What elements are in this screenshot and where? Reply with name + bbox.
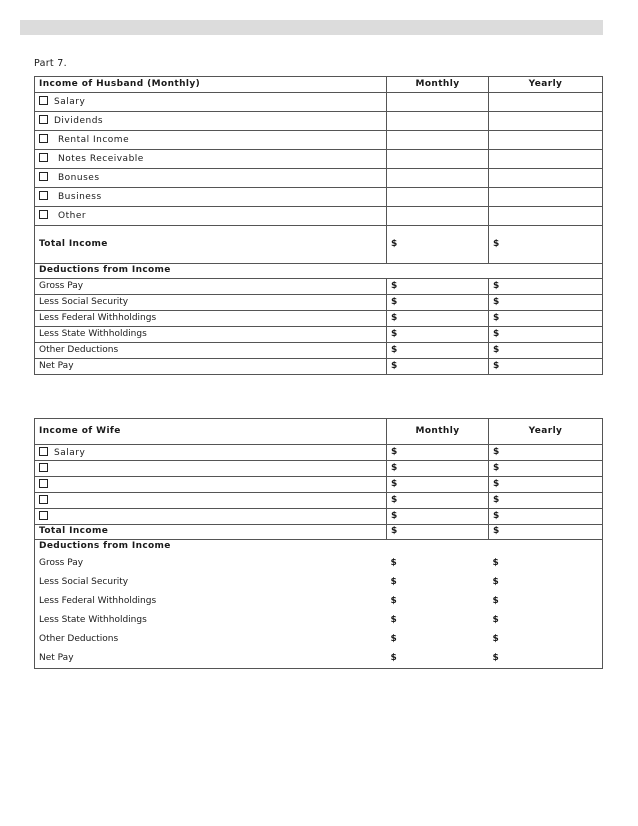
income-item-blank-3 bbox=[35, 493, 387, 509]
husband-salary-monthly-input[interactable] bbox=[387, 93, 489, 112]
husband-gross-pay-yearly[interactable]: $ bbox=[489, 279, 603, 295]
husband-state-withholdings-monthly[interactable]: $ bbox=[387, 327, 489, 343]
income-item-label: Other bbox=[58, 211, 87, 222]
wife-table-title: Income of Wife bbox=[35, 419, 387, 445]
wife-federal-withholdings-monthly[interactable]: $ bbox=[387, 593, 489, 612]
husband-other-deductions-yearly[interactable]: $ bbox=[489, 343, 603, 359]
husband-deductions-title: Deductions from Income bbox=[35, 264, 603, 279]
husband-bonuses-monthly-input[interactable] bbox=[387, 169, 489, 188]
wife-state-withholdings-yearly[interactable]: $ bbox=[489, 612, 603, 631]
wife-salary-monthly[interactable]: $ bbox=[387, 445, 489, 461]
checkbox-icon[interactable] bbox=[39, 191, 48, 200]
husband-table-title: Income of Husband (Monthly) bbox=[35, 77, 387, 93]
wife-blank1-monthly[interactable]: $ bbox=[387, 461, 489, 477]
part-label: Part 7. bbox=[34, 58, 67, 69]
husband-net-pay-monthly[interactable]: $ bbox=[387, 359, 489, 375]
wife-net-pay-monthly[interactable]: $ bbox=[387, 650, 489, 669]
income-item-notes-receivable bbox=[35, 150, 387, 169]
wife-gross-pay-yearly[interactable]: $ bbox=[489, 555, 603, 574]
deduction-other-deductions-label: Other Deductions bbox=[35, 343, 387, 359]
husband-gross-pay-monthly[interactable]: $ bbox=[387, 279, 489, 295]
checkbox-icon[interactable] bbox=[39, 479, 48, 488]
husband-total-income-monthly[interactable]: $ bbox=[387, 226, 489, 264]
income-item-blank-4 bbox=[35, 509, 387, 525]
table-row bbox=[35, 131, 603, 150]
income-of-husband-table bbox=[34, 76, 603, 375]
husband-rental-monthly-input[interactable] bbox=[387, 131, 489, 150]
table-row bbox=[35, 169, 603, 188]
wife-blank3-monthly[interactable]: $ bbox=[387, 493, 489, 509]
wife-blank1-yearly[interactable]: $ bbox=[489, 461, 603, 477]
husband-salary-yearly-input[interactable] bbox=[489, 93, 603, 112]
deductions-section-header bbox=[35, 540, 603, 555]
income-item-dividends bbox=[35, 112, 387, 131]
husband-total-income-label: Total Income bbox=[35, 226, 387, 264]
husband-dividends-monthly-input[interactable] bbox=[387, 112, 489, 131]
husband-business-monthly-input[interactable] bbox=[387, 188, 489, 207]
husband-other-monthly-input[interactable] bbox=[387, 207, 489, 226]
income-item-business bbox=[35, 188, 387, 207]
table-row bbox=[35, 359, 603, 375]
column-header-yearly: Yearly bbox=[489, 419, 603, 445]
table-row bbox=[35, 477, 603, 493]
income-item-label: Rental Income bbox=[58, 135, 130, 146]
checkbox-icon[interactable] bbox=[39, 96, 48, 105]
income-item-label: Notes Receivable bbox=[58, 154, 144, 165]
column-header-monthly: Monthly bbox=[387, 419, 489, 445]
table-row bbox=[35, 555, 603, 574]
wife-salary-yearly[interactable]: $ bbox=[489, 445, 603, 461]
husband-total-income-yearly[interactable]: $ bbox=[489, 226, 603, 264]
wife-blank4-monthly[interactable]: $ bbox=[387, 509, 489, 525]
husband-state-withholdings-yearly[interactable]: $ bbox=[489, 327, 603, 343]
checkbox-icon[interactable] bbox=[39, 463, 48, 472]
income-item-blank-1 bbox=[35, 461, 387, 477]
deduction-less-state-withholdings-label: Less State Withholdings bbox=[35, 327, 387, 343]
husband-other-deductions-monthly[interactable]: $ bbox=[387, 343, 489, 359]
wife-blank4-yearly[interactable]: $ bbox=[489, 509, 603, 525]
wife-other-deductions-monthly[interactable]: $ bbox=[387, 631, 489, 650]
husband-other-yearly-input[interactable] bbox=[489, 207, 603, 226]
wife-deductions-title: Deductions from Income bbox=[35, 540, 603, 555]
wife-total-income-yearly[interactable]: $ bbox=[489, 525, 603, 540]
husband-federal-withholdings-yearly[interactable]: $ bbox=[489, 311, 603, 327]
income-item-label: Salary bbox=[54, 97, 86, 108]
income-item-salary bbox=[35, 93, 387, 112]
wife-gross-pay-monthly[interactable]: $ bbox=[387, 555, 489, 574]
deduction-less-state-withholdings-label: Less State Withholdings bbox=[35, 612, 387, 631]
wife-social-security-yearly[interactable]: $ bbox=[489, 574, 603, 593]
table-row bbox=[35, 445, 603, 461]
wife-blank3-yearly[interactable]: $ bbox=[489, 493, 603, 509]
total-income-row bbox=[35, 226, 603, 264]
column-header-monthly: Monthly bbox=[387, 77, 489, 93]
page-top-bar bbox=[20, 20, 603, 35]
wife-total-income-label: Total Income bbox=[35, 525, 387, 540]
table-row bbox=[35, 612, 603, 631]
husband-bonuses-yearly-input[interactable] bbox=[489, 169, 603, 188]
income-item-label: Business bbox=[58, 192, 102, 203]
column-header-yearly: Yearly bbox=[489, 77, 603, 93]
table-row bbox=[35, 509, 603, 525]
deductions-section-header bbox=[35, 264, 603, 279]
deduction-less-social-security-label: Less Social Security bbox=[35, 295, 387, 311]
table-row bbox=[35, 343, 603, 359]
deduction-net-pay-label: Net Pay bbox=[35, 650, 387, 669]
wife-blank2-monthly[interactable]: $ bbox=[387, 477, 489, 493]
husband-social-security-yearly[interactable]: $ bbox=[489, 295, 603, 311]
checkbox-icon[interactable] bbox=[39, 210, 48, 219]
total-income-row bbox=[35, 525, 603, 540]
husband-notes-monthly-input[interactable] bbox=[387, 150, 489, 169]
husband-business-yearly-input[interactable] bbox=[489, 188, 603, 207]
income-item-salary bbox=[35, 445, 387, 461]
wife-other-deductions-yearly[interactable]: $ bbox=[489, 631, 603, 650]
table-row bbox=[35, 493, 603, 509]
income-item-blank-2 bbox=[35, 477, 387, 493]
income-item-label: Bonuses bbox=[58, 173, 100, 184]
checkbox-icon[interactable] bbox=[39, 495, 48, 504]
wife-state-withholdings-monthly[interactable]: $ bbox=[387, 612, 489, 631]
table-row bbox=[35, 311, 603, 327]
checkbox-icon[interactable] bbox=[39, 172, 48, 181]
checkbox-icon[interactable] bbox=[39, 134, 48, 143]
deduction-gross-pay-label: Gross Pay bbox=[35, 279, 387, 295]
checkbox-icon[interactable] bbox=[39, 153, 48, 162]
table-row bbox=[35, 461, 603, 477]
husband-federal-withholdings-monthly[interactable]: $ bbox=[387, 311, 489, 327]
income-item-bonuses bbox=[35, 169, 387, 188]
table-row bbox=[35, 593, 603, 612]
income-item-label: Dividends bbox=[54, 116, 104, 127]
husband-social-security-monthly[interactable]: $ bbox=[387, 295, 489, 311]
table-row bbox=[35, 574, 603, 593]
deduction-net-pay-label: Net Pay bbox=[35, 359, 387, 375]
checkbox-icon[interactable] bbox=[39, 115, 48, 124]
table-header-row bbox=[35, 419, 603, 445]
husband-net-pay-yearly[interactable]: $ bbox=[489, 359, 603, 375]
deduction-other-deductions-label: Other Deductions bbox=[35, 631, 387, 650]
deduction-less-social-security-label: Less Social Security bbox=[35, 574, 387, 593]
income-of-wife-table bbox=[34, 418, 603, 669]
checkbox-icon[interactable] bbox=[39, 447, 48, 456]
wife-blank2-yearly[interactable]: $ bbox=[489, 477, 603, 493]
deduction-gross-pay-label: Gross Pay bbox=[35, 555, 387, 574]
wife-social-security-monthly[interactable]: $ bbox=[387, 574, 489, 593]
deduction-less-federal-withholdings-label: Less Federal Withholdings bbox=[35, 593, 387, 612]
table-row bbox=[35, 631, 603, 650]
husband-dividends-yearly-input[interactable] bbox=[489, 112, 603, 131]
table-row bbox=[35, 327, 603, 343]
table-row bbox=[35, 279, 603, 295]
table-row bbox=[35, 112, 603, 131]
table-row bbox=[35, 207, 603, 226]
wife-total-income-monthly[interactable]: $ bbox=[387, 525, 489, 540]
income-item-rental-income bbox=[35, 131, 387, 150]
wife-net-pay-yearly[interactable]: $ bbox=[489, 650, 603, 669]
husband-rental-yearly-input[interactable] bbox=[489, 131, 603, 150]
wife-federal-withholdings-yearly[interactable]: $ bbox=[489, 593, 603, 612]
table-header-row bbox=[35, 77, 603, 93]
table-row bbox=[35, 295, 603, 311]
income-item-other bbox=[35, 207, 387, 226]
table-row bbox=[35, 650, 603, 669]
income-item-label: Salary bbox=[54, 447, 86, 458]
table-row bbox=[35, 188, 603, 207]
table-row bbox=[35, 93, 603, 112]
husband-notes-yearly-input[interactable] bbox=[489, 150, 603, 169]
deduction-less-federal-withholdings-label: Less Federal Withholdings bbox=[35, 311, 387, 327]
table-row bbox=[35, 150, 603, 169]
checkbox-icon[interactable] bbox=[39, 511, 48, 520]
